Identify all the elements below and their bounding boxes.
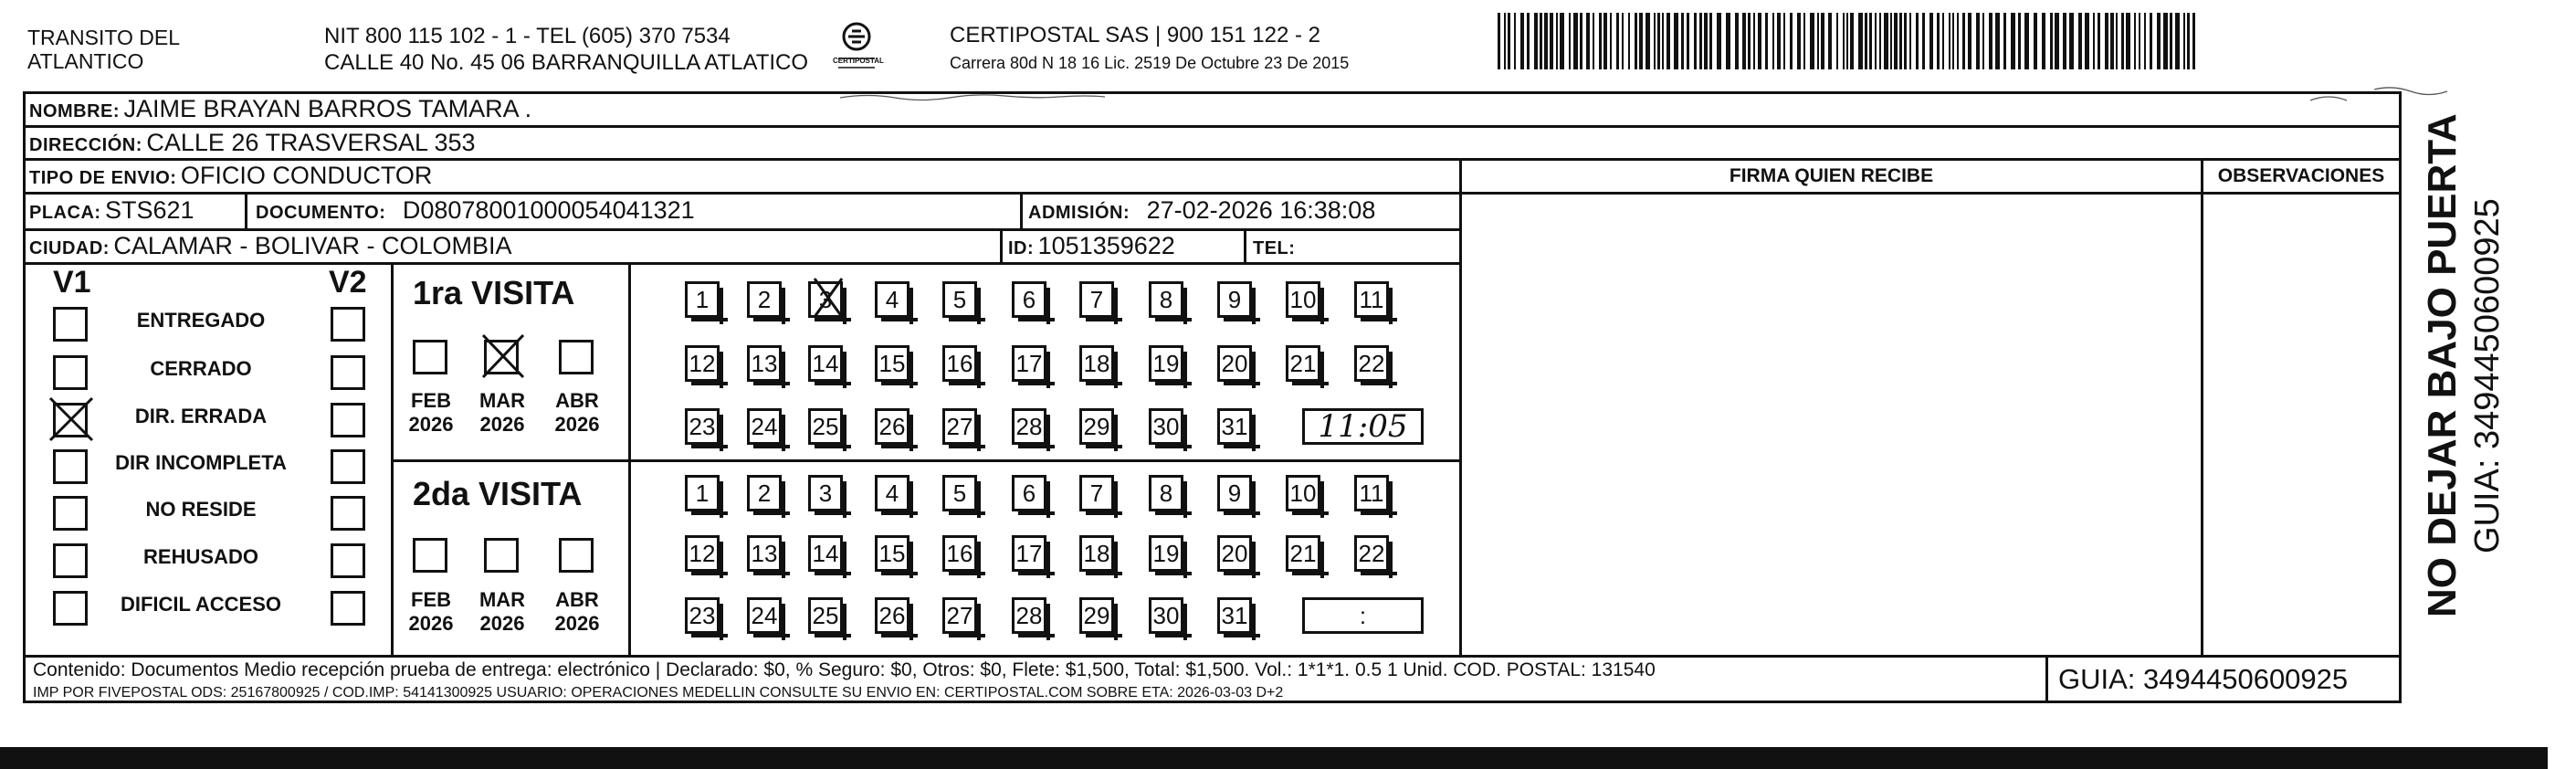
footer-guia: GUIA: 3494450600925 [2058, 663, 2349, 695]
company-info: CERTIPOSTAL SAS | 900 151 122 - 2 Carrera 80d N 18 16 Lic. 2519 De Octubre 23 De 2015 [950, 23, 1350, 72]
v1-label: V1 [53, 265, 91, 300]
day-box[interactable]: 31 [1217, 597, 1252, 634]
tipo-envio-row: TIPO DE ENVIO: OFICIO CONDUCTOR [29, 162, 433, 189]
day-box[interactable]: 12 [685, 345, 720, 382]
nombre-row: NOMBRE: JAIME BRAYAN BARROS TAMARA . [29, 95, 532, 122]
day-box[interactable]: 13 [747, 535, 782, 572]
day-box[interactable]: 20 [1217, 345, 1252, 382]
day-box[interactable]: 16 [942, 535, 977, 572]
day-box[interactable]: 5 [942, 475, 977, 511]
ciudad-field: CIUDAD: CALAMAR - BOLIVAR - COLOMBIA [29, 232, 512, 259]
day-box[interactable]: 1 [685, 281, 720, 318]
day-box[interactable]: 22 [1354, 345, 1389, 382]
month-checkbox[interactable] [413, 340, 447, 374]
day-box[interactable]: 9 [1217, 281, 1252, 318]
day-box[interactable]: 5 [942, 281, 977, 318]
month-label: ABR 2026 [554, 588, 600, 635]
handwritten-note-right [2310, 80, 2493, 108]
day-box[interactable]: 28 [1012, 408, 1046, 445]
day-box[interactable]: 19 [1149, 535, 1183, 572]
handwritten-note [840, 87, 1114, 105]
month-label: MAR 2026 [478, 588, 526, 635]
day-box[interactable]: 9 [1217, 475, 1252, 511]
day-box[interactable]: 16 [942, 345, 977, 382]
status-label: NO RESIDE [145, 498, 257, 521]
day-box[interactable]: 26 [875, 408, 909, 445]
admision-value: 27-02-2026 16:38:08 [1146, 196, 1376, 224]
day-box[interactable]: 19 [1149, 345, 1183, 382]
imp-line: IMP POR FIVEPOSTAL ODS: 25167800925 / COD.IMP: 54141300925 USUARIO: OPERACIONES MEDELLIN CONSULTE SU ENVIO EN: CERTIPOSTAL.COM SOBRE ETA: 2026-03-03 D+2 [33, 685, 1284, 701]
issuer-name: TRANSITO DEL ATLANTICO [27, 26, 180, 73]
day-box[interactable]: 13 [747, 345, 782, 382]
day-box[interactable]: 4 [875, 475, 909, 511]
issuer-contact [324, 23, 808, 76]
first-visit-title: 1ra VISITA [413, 274, 575, 311]
check-x-icon [812, 276, 845, 320]
day-box[interactable]: 4 [875, 281, 909, 318]
day-box[interactable]: 7 [1079, 281, 1114, 318]
certipostal-logo: CERTIPOSTAL [829, 18, 884, 73]
day-box[interactable]: 29 [1079, 597, 1114, 634]
day-box[interactable]: 21 [1286, 345, 1320, 382]
direccion-row: DIRECCIÓN: CALLE 26 TRASVERSAL 353 [29, 129, 476, 156]
v1-checkbox[interactable] [53, 449, 88, 484]
month-checkbox[interactable] [413, 538, 447, 573]
day-box[interactable]: 14 [808, 535, 843, 572]
no-dejar-bajo-puerta: NO DEJAR BAJO PUERTA [2420, 113, 2465, 617]
nit-line: NIT 800 115 102 - 1 - TEL (605) 370 7534 [324, 24, 731, 48]
day-box[interactable]: 3 [808, 475, 843, 511]
time-box[interactable]: 11:05 [1302, 408, 1424, 445]
logo-icon [829, 18, 884, 73]
v1-checkbox[interactable] [53, 496, 88, 531]
signature-area[interactable] [1463, 195, 2199, 653]
day-box[interactable]: 10 [1286, 281, 1320, 318]
month-checkbox[interactable] [484, 538, 519, 573]
day-box[interactable]: 25 [808, 408, 843, 445]
admision-field: ADMISIÓN: 27-02-2026 16:38:08 [1028, 196, 1376, 224]
side-guia: GUIA: 3494450600925 [2468, 198, 2507, 553]
day-box[interactable]: 31 [1217, 408, 1252, 445]
day-box[interactable]: 8 [1149, 281, 1183, 318]
day-box[interactable]: 12 [685, 535, 720, 572]
month-label: FEB 2026 [408, 588, 454, 635]
status-label: DIR INCOMPLETA [115, 451, 287, 474]
v1-checkbox[interactable] [53, 543, 88, 578]
day-box[interactable]: 20 [1217, 535, 1252, 572]
status-label: REHUSADO [143, 545, 258, 568]
day-box[interactable]: 18 [1079, 535, 1114, 572]
v1-checkbox[interactable] [53, 307, 88, 342]
firma-quien-recibe-label: FIRMA QUIEN RECIBE [1729, 165, 1934, 186]
direccion-value: CALLE 26 TRASVERSAL 353 [146, 129, 476, 156]
day-box[interactable]: 27 [942, 408, 977, 445]
check-x-icon [47, 395, 95, 443]
v2-label: V2 [329, 265, 367, 300]
barcode [1498, 13, 2201, 69]
observaciones-area[interactable] [2204, 195, 2398, 653]
v2-checkbox[interactable] [331, 449, 365, 484]
day-box[interactable]: 6 [1012, 281, 1046, 318]
day-box[interactable]: 23 [685, 408, 720, 445]
status-label: DIR. ERRADA [134, 405, 268, 427]
nombre-value: JAIME BRAYAN BARROS TAMARA . [123, 95, 532, 122]
v2-checkbox[interactable] [331, 496, 365, 531]
v2-checkbox[interactable] [331, 403, 365, 437]
day-box[interactable]: 22 [1354, 535, 1389, 572]
day-box[interactable]: 2 [747, 281, 782, 318]
day-box[interactable]: 30 [1149, 597, 1183, 634]
day-box[interactable]: 10 [1286, 475, 1320, 511]
month-label: ABR 2026 [554, 389, 600, 436]
v1-checkbox[interactable] [53, 355, 88, 390]
v2-checkbox[interactable] [331, 307, 365, 342]
status-label: ENTREGADO [136, 309, 266, 332]
month-checkbox[interactable] [559, 340, 594, 374]
day-box[interactable]: 3 [808, 281, 843, 318]
observaciones-label: OBSERVACIONES [2217, 165, 2385, 186]
day-box[interactable]: 29 [1079, 408, 1114, 445]
documento-field: DOCUMENTO: D08078001000054041321 [256, 196, 695, 224]
day-box[interactable]: 15 [875, 345, 909, 382]
day-box[interactable]: 27 [942, 597, 977, 634]
tel-field: TEL: [1253, 238, 1296, 258]
day-box[interactable]: 2 [747, 475, 782, 511]
second-visit-title: 2da VISITA [413, 475, 583, 512]
ciudad-value: CALAMAR - BOLIVAR - COLOMBIA [113, 232, 512, 259]
day-box[interactable]: 1 [685, 475, 720, 511]
day-box[interactable]: 26 [875, 597, 909, 634]
status-label: CERRADO [150, 357, 252, 380]
day-box[interactable]: 15 [875, 535, 909, 572]
day-box[interactable]: 23 [685, 597, 720, 634]
bottom-strip [0, 747, 2548, 769]
day-box[interactable]: 6 [1012, 475, 1046, 511]
month-label: FEB 2026 [408, 389, 454, 436]
v2-checkbox[interactable] [331, 591, 365, 626]
time-box[interactable]: : [1302, 597, 1424, 634]
documento-value: D08078001000054041321 [402, 196, 695, 224]
placa-value: STS621 [105, 196, 195, 224]
day-box[interactable]: 25 [808, 597, 843, 634]
day-box[interactable]: 7 [1079, 475, 1114, 511]
day-box[interactable]: 14 [808, 345, 843, 382]
v2-checkbox[interactable] [331, 355, 365, 390]
contenido-line: Contenido: Documentos Medio recepción prueba de entrega: electrónico | Declarado: $0, % Seguro: $0, Otros: $0, Flete: $1,500, Total: $1,500. Vol.: 1*1*1. 0.5 1 Unid. COD. POSTAL: 131540 [33, 659, 1656, 680]
day-box[interactable]: 11 [1354, 475, 1389, 511]
day-box[interactable]: 17 [1012, 345, 1046, 382]
tipo-envio-value: OFICIO CONDUCTOR [180, 162, 433, 189]
month-checkbox[interactable] [559, 538, 594, 573]
v1-checkbox[interactable] [53, 591, 88, 626]
check-x-icon [480, 332, 526, 380]
day-box[interactable]: 28 [1012, 597, 1046, 634]
status-label: DIFICIL ACCESO [120, 593, 281, 616]
day-box[interactable]: 21 [1286, 535, 1320, 572]
day-box[interactable]: 30 [1149, 408, 1183, 445]
day-box[interactable]: 17 [1012, 535, 1046, 572]
day-box[interactable]: 24 [747, 408, 782, 445]
day-box[interactable]: 11 [1354, 281, 1389, 318]
issuer-address: CALLE 40 No. 45 06 BARRANQUILLA ATLATICO [324, 50, 809, 75]
day-box[interactable]: 24 [747, 597, 782, 634]
month-label: MAR 2026 [478, 389, 526, 436]
placa-field: PLACA: STS621 [29, 196, 195, 224]
id-field: ID: 1051359622 [1008, 232, 1175, 259]
v2-checkbox[interactable] [331, 543, 365, 578]
id-value: 1051359622 [1037, 232, 1175, 259]
day-box[interactable]: 8 [1149, 475, 1183, 511]
day-box[interactable]: 18 [1079, 345, 1114, 382]
